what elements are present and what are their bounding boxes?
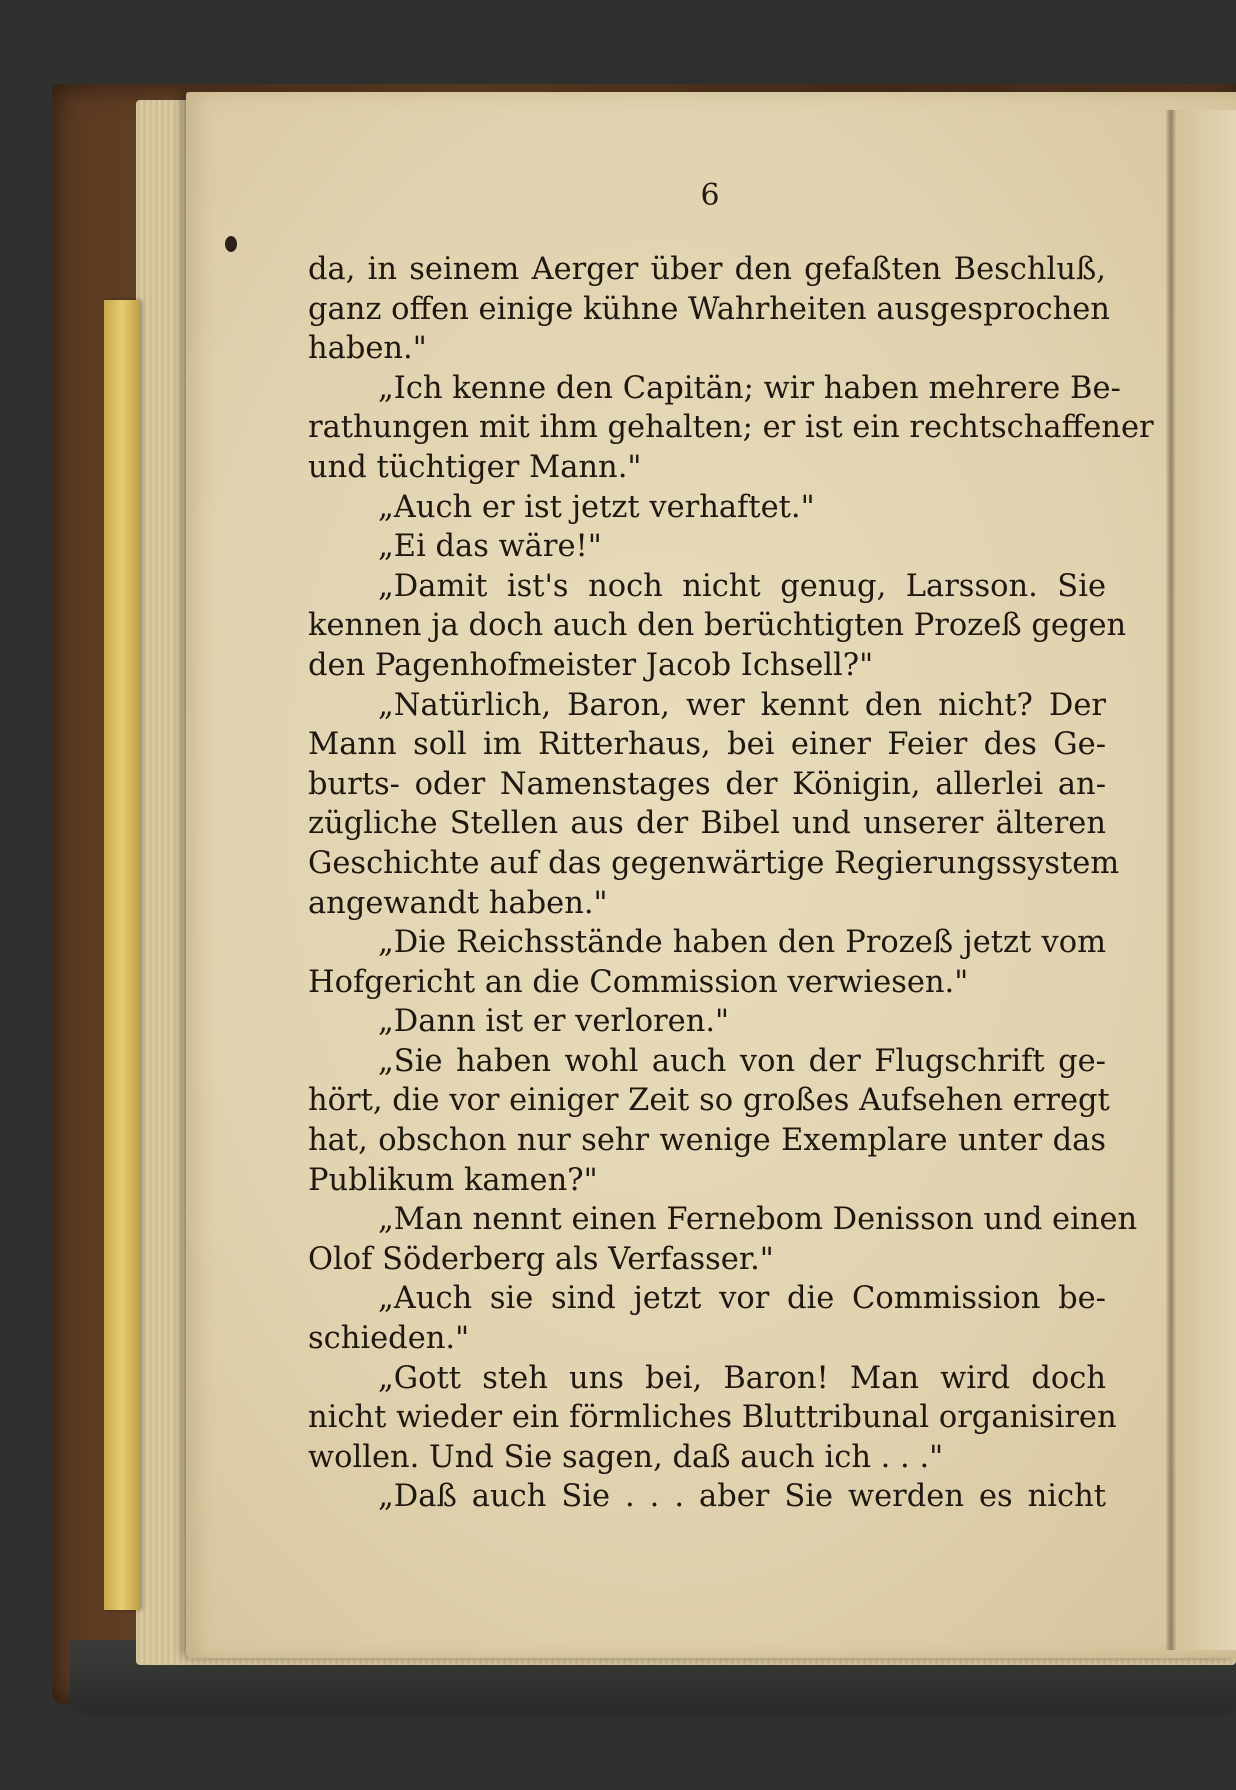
- text-line: Mann soll im Ritterhaus, bei einer Feier des Ge-: [308, 727, 1106, 763]
- text-line: den Pagenhofmeister Jacob Ichsell?": [308, 647, 874, 683]
- text-line: „Daß auch Sie . . . aber Sie werden es nicht: [378, 1479, 1106, 1515]
- text-line: „Dann ist er verloren.": [378, 1004, 730, 1040]
- text-line: „Sie haben wohl auch von der Flugschrift ge-: [378, 1043, 1106, 1079]
- bookmark-ribbon: [104, 300, 140, 1610]
- text-line: „Auch er ist jetzt verhaftet.": [378, 489, 815, 525]
- text-line: schieden.": [308, 1321, 470, 1357]
- text-line: „Die Reichsstände haben den Prozeß jetzt vom: [378, 925, 1106, 961]
- text-line: Geschichte auf das gegenwärtige Regierungssystem: [308, 845, 1120, 881]
- text-line: „Ei das wäre!": [378, 529, 602, 565]
- text-line: burts- oder Namenstages der Königin, allerlei an-: [308, 766, 1106, 802]
- text-line: „Natürlich, Baron, wer kennt den nicht? Der: [378, 687, 1106, 723]
- text-line: zügliche Stellen aus der Bibel und unserer älteren: [308, 806, 1106, 842]
- text-line: „Ich kenne den Capitän; wir haben mehrere Be-: [378, 370, 1121, 406]
- text-line: „Gott steh uns bei, Baron! Man wird doch: [378, 1360, 1106, 1396]
- text-line: Publikum kamen?": [308, 1162, 598, 1198]
- text-line: hat, obschon nur sehr wenige Exemplare unter das: [308, 1123, 1106, 1159]
- page-gutter: [1166, 110, 1176, 1650]
- text-line: „Man nennt einen Fernebom Denisson und einen: [378, 1202, 1138, 1238]
- text-line: rathungen mit ihm gehalten; er ist ein rechtschaffener: [308, 410, 1154, 446]
- ink-spot: [225, 236, 237, 252]
- facing-page-edge: [1176, 110, 1236, 1650]
- text-line: haben.": [308, 331, 427, 367]
- text-line: angewandt haben.": [308, 885, 608, 921]
- text-line: kennen ja doch auch den berüchtigten Prozeß gegen: [308, 608, 1127, 644]
- text-line: Olof Söderberg als Verfasser.": [308, 1241, 774, 1277]
- body-text: [308, 250, 1154, 1517]
- text-line: und tüchtiger Mann.": [308, 449, 642, 485]
- text-line: ganz offen einige kühne Wahrheiten ausgesprochen: [308, 291, 1110, 327]
- text-line: hört, die vor einiger Zeit so großes Aufsehen erregt: [308, 1083, 1110, 1119]
- text-line: „Auch sie sind jetzt vor die Commission be-: [378, 1281, 1106, 1317]
- text-line: nicht wieder ein förmliches Bluttribunal organisiren: [308, 1400, 1117, 1436]
- text-line: „Damit ist's noch nicht genug, Larsson. Sie: [378, 568, 1106, 604]
- text-line: da, in seinem Aerger über den gefaßten Beschluß,: [308, 252, 1106, 287]
- text-line: wollen. Und Sie sagen, daß auch ich . . .": [308, 1439, 944, 1475]
- page-number: 6: [700, 178, 720, 213]
- text-line: Hofgericht an die Commission verwiesen.": [308, 964, 969, 1000]
